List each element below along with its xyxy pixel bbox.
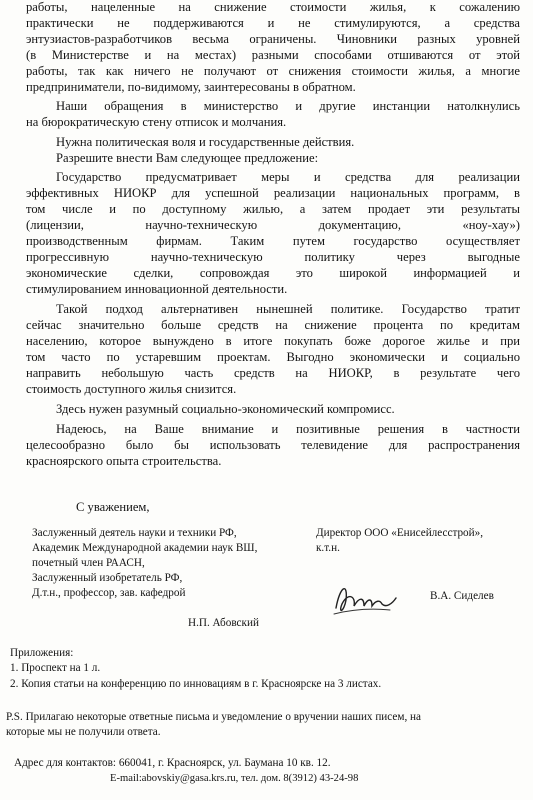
contact-address: Адрес для контактов: 660041, г. Красноярск, ул. Баумана 10 кв. 12. xyxy=(14,757,331,769)
closing: С уважением, xyxy=(76,500,150,514)
signer-left-line: Заслуженный деятель науки и техники РФ, xyxy=(32,527,237,539)
body-line: стоимость доступного жилья снизится. xyxy=(26,382,237,396)
signer-left-line: Академик Международной академии наук ВШ, xyxy=(32,542,258,554)
body-line: Такой подход альтернативен нынешней политике. Государство тратит xyxy=(56,302,520,316)
body-line: Нужна политическая воля и государственные действия. xyxy=(56,135,355,149)
body-line: экономические сделки, сопровождая это широкой информацией и xyxy=(26,266,520,280)
attachment-item: 2. Копия статьи на конференцию по инновациям в г. Красноярске на 3 листах. xyxy=(10,678,382,690)
ps-line: P.S. Прилагаю некоторые ответные письма и уведомление о вручении наших писем, на xyxy=(6,711,421,723)
signer-right-name: В.А. Сиделев xyxy=(430,590,494,602)
body-line: прогрессивную научно-техническую политику через выгодные xyxy=(26,250,520,264)
body-line: Надеюсь, на Ваше внимание и позитивные решения в частности xyxy=(56,422,520,436)
body-line: энтузиастов-разработчиков весьма ограничены. Чиновники разных уровней xyxy=(26,32,520,46)
body-line: том часто по устаревшим проектам. Выгодно экономически и социально xyxy=(26,350,520,364)
body-line: сейчас значительно больше средств на снижение процента по кредитам xyxy=(26,318,520,332)
body-line: целесообразно было бы использовать телевидение для распространения xyxy=(26,438,520,452)
contact-email-phone: E-mail:abovskiy@gasa.krs.ru, тел. дом. 8(3912) 43-24-98 xyxy=(110,773,359,784)
body-line: работы, нацеленные на снижение стоимости жилья, к сожалению xyxy=(26,0,520,14)
body-line: населению, которое вынуждено в итоге покупать боже дорогое жилье и при xyxy=(26,334,520,348)
body-line: стимулированием инновационной деятельности. xyxy=(26,282,288,296)
attachment-item: 1. Проспект на 1 л. xyxy=(10,662,101,674)
body-line: Государство предусматривает меры и средства для реализации xyxy=(56,170,520,184)
body-line: направить небольшую часть средств на НИОКР, в результате чего xyxy=(26,366,520,380)
body-line: эффективных НИОКР для успешной реализации национальных программ, в xyxy=(26,186,520,200)
body-line: Наши обращения в министерство и другие инстанции натолкнулись xyxy=(56,99,520,113)
body-line: Здесь нужен разумный социально-экономический компромисс. xyxy=(56,402,395,416)
signer-left-line: Заслуженный изобретатель РФ, xyxy=(32,572,183,584)
body-line: на бюрократическую стену отписок и молчания. xyxy=(26,115,287,129)
body-line: работы, так как ничего не получают от снижения стоимости жилья, а многие xyxy=(26,64,520,78)
body-line: производственным фирмам. Таким путем государство осуществляет xyxy=(26,234,520,248)
signer-left-line: Д.т.н., профессор, зав. кафедрой xyxy=(32,587,186,599)
ps-line: которые мы не получили ответа. xyxy=(6,726,161,738)
body-line: практически не поддерживаются и не стимулируются, а средства xyxy=(26,16,520,30)
signer-left-name: Н.П. Абовский xyxy=(188,617,259,629)
body-line: предприниматели, по-видимому, заинтересованы в обратном. xyxy=(26,80,356,94)
body-line: (лицензии, научно-техническую документацию, «ноу-хау») xyxy=(26,218,520,232)
body-line: (в Министерстве и на местах) разными способами отшиваются от этой xyxy=(26,48,520,62)
body-line: красноярского опыта строительства. xyxy=(26,454,222,468)
handwritten-signature xyxy=(330,578,400,620)
body-line: том числе и по доступному жилью, а затем продает эти результаты xyxy=(26,202,520,216)
signer-right-title: Директор ООО «Енисейлесстрой», xyxy=(316,527,484,539)
body-line: Разрешите внести Вам следующее предложение: xyxy=(56,151,319,165)
signer-right-degree: к.т.н. xyxy=(316,542,340,554)
attachments-heading: Приложения: xyxy=(10,647,74,659)
signer-left-line: почетный член РААСН, xyxy=(32,557,145,569)
